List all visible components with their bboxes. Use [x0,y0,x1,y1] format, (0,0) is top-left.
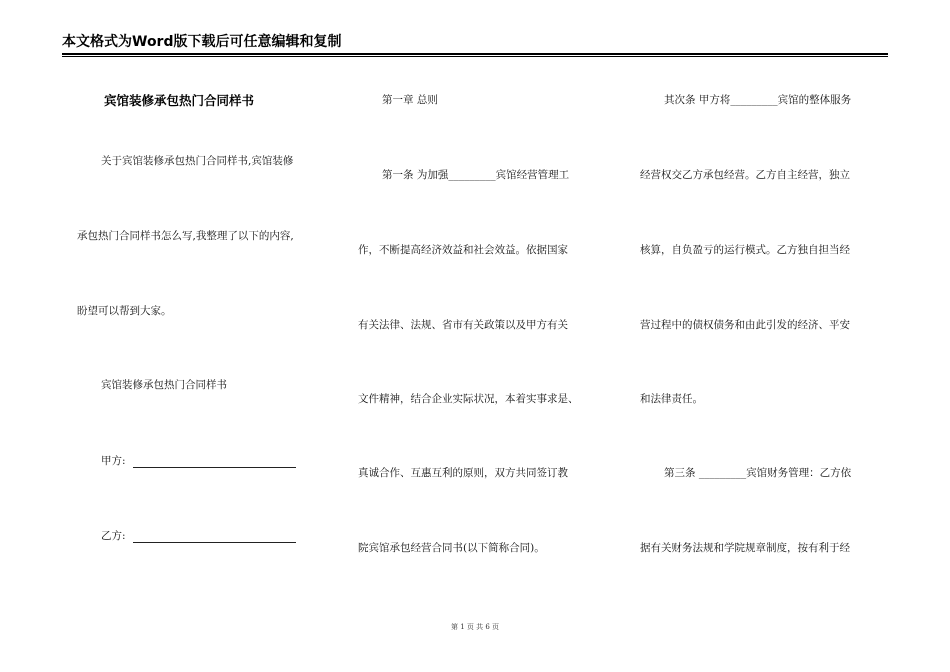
article-2-line-3: 核算，自负盈亏的运行模式。乙方独自担当经 [640,244,850,256]
article-2-line-2: 经营权交乙方承包经营。乙方自主经营，独立 [640,169,850,181]
article-1-line-4: 文件精神，结合企业实际状况，本着实事求是、 [358,393,579,405]
party-a-row [101,454,296,468]
article-1-line-1: 第一条 为加强_________宾馆经营管理工 [382,169,570,181]
party-a-label: 甲方: [101,455,126,467]
article-3-line-1: 第三条 _________宾馆财务管理：乙方依 [664,467,852,479]
document-header [62,33,888,55]
chapter-heading: 第一章 总则 [382,94,438,106]
document-title: 宾馆装修承包热门合同样书 [104,93,255,108]
article-2-line-5: 和法律责任。 [640,393,703,405]
party-b-label: 乙方: [101,530,126,542]
header-text: 本文格式为Word版下载后可任意编辑和复制 [62,34,342,50]
party-b-signature-line [133,531,296,543]
article-1-line-2: 作，不断提高经济效益和社会效益。依据国家 [358,244,568,256]
article-1-line-6: 院宾馆承包经营合同书(以下简称合同)。 [358,542,545,554]
party-b-row [101,529,296,543]
article-3-line-2: 据有关财务法规和学院规章制度，按有利于经 [640,542,850,554]
page-number-footer: 第 1 页 共 6 页 [450,623,500,631]
article-2-line-4: 营过程中的债权债务和由此引发的经济、平安 [640,319,850,331]
subtitle-line: 宾馆装修承包热门合同样书 [101,379,227,391]
intro-line-2: 承包热门合同样书怎么写,我整理了以下的内容, [77,230,294,242]
article-1-line-3: 有关法律、法规、省市有关政策以及甲方有关 [358,319,568,331]
party-a-signature-line [133,456,296,468]
intro-line-1: 关于宾馆装修承包热门合同样书,宾馆装修 [101,155,294,167]
article-1-line-5: 真诚合作、互惠互利的原则，双方共同签订教 [358,467,568,479]
article-2-line-1: 其次条 甲方将_________宾馆的整体服务 [664,94,852,106]
header-rule-thin [62,56,888,57]
header-rule-thick [62,53,888,55]
intro-line-3: 盼望可以帮到大家。 [77,305,172,317]
